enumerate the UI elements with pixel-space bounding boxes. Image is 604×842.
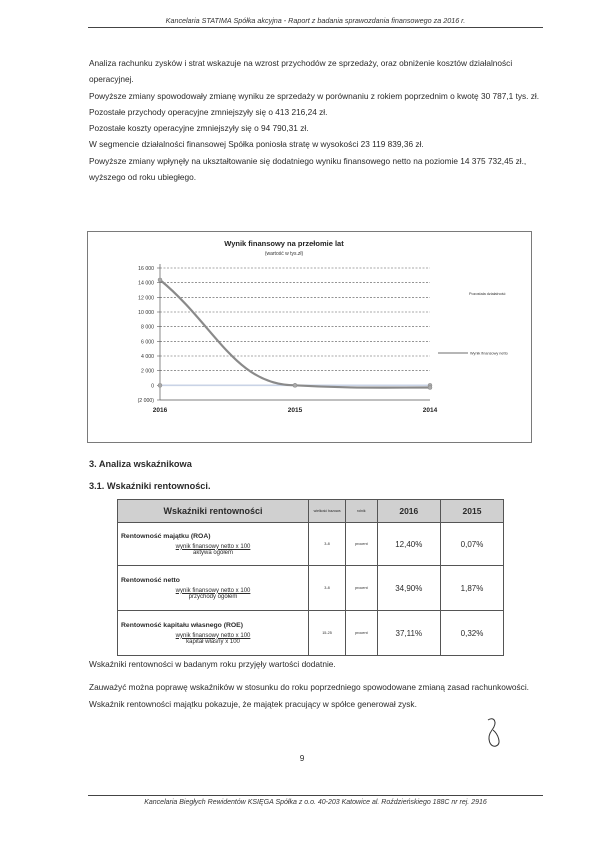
value-2016: 37,11% (377, 611, 440, 656)
paragraph: Powyższe zmiany wpłynęły na ukształtowanie się dodatniego wyniku finansowego netto na poziomie 14 375 732,45 zł., wyższego od roku ubiegłego. (89, 155, 527, 183)
col-header-unit: rolnik (346, 500, 378, 523)
financial-result-chart (87, 231, 532, 443)
col-header-2016: 2016 (377, 500, 440, 523)
range-cell: 15-25 (309, 611, 346, 656)
col-header-base: wielkość bazowa (309, 500, 346, 523)
paragraph: W segmencie działalności finansowej Spółka poniosła stratę w wysokości 23 119 839,36 zł. (89, 139, 424, 150)
table-header-row (118, 500, 504, 523)
series-line (160, 280, 430, 388)
col-header-indicator: Wskaźniki rentowności (118, 500, 309, 523)
paragraph: Wskaźnik rentowności majątku pokazuje, że majątek pracujący w spółce generował zysk. (89, 698, 417, 709)
page-footer: Kancelaria Biegłych Rewidentów KSIĘGA Spółka z o.o. 40-203 Katowice al. Roździeńskiego 188C nr rej. 2916 (88, 795, 543, 806)
table-row (118, 611, 504, 656)
table-row (118, 523, 504, 566)
paragraph: Pozostałe przychody operacyjne zmniejszyły się o 413 216,24 zł. (89, 106, 328, 117)
intro-paragraphs (89, 55, 544, 185)
value-2015: 1,87% (441, 566, 504, 611)
data-point (293, 383, 297, 387)
formula-numerator: wynik finansowy netto x 100 (175, 543, 251, 550)
value-2015: 0,32% (441, 611, 504, 656)
formula-numerator: wynik finansowy netto x 100 (175, 587, 251, 594)
unit-cell: procent (346, 523, 378, 566)
y-tick-label: 16 000 (138, 266, 154, 272)
x-tick-label: 2014 (422, 407, 438, 414)
paragraph: Zauważyć można poprawę wskaźników w stosunku do roku poprzedniego spowodowane zmianą zasad rachunkowości. (89, 682, 529, 693)
paragraph: Wskaźniki rentowności w badanym roku przyjęły wartości dodatnie. (89, 659, 336, 669)
data-point (428, 386, 432, 390)
x-tick-label: 2016 (152, 407, 168, 414)
page-number: 9 (299, 753, 305, 763)
x-tick-label: 2015 (287, 407, 303, 414)
formula-denominator: przychody ogółem (188, 593, 238, 600)
indicator-cell (118, 523, 309, 566)
data-point (158, 383, 162, 387)
y-tick-label: 8 000 (141, 324, 154, 331)
formula-numerator: wynik finansowy netto x 100 (175, 632, 251, 639)
range-cell: 3-8 (309, 566, 346, 611)
chart-subtitle: (wartość w tys.zł) (264, 251, 304, 257)
formula-denominator: kapitał własny x 100 (186, 638, 240, 645)
data-point (158, 278, 162, 282)
value-2015: 0,07% (441, 523, 504, 566)
conclusion-paragraphs (89, 656, 544, 712)
chart-title: Wynik finansowy na przełomie lat (224, 239, 344, 248)
y-tick-label: 10 000 (138, 310, 154, 316)
unit-cell: procent (346, 566, 378, 611)
subsection-heading: 3.1. Wskaźniki rentowności. (89, 481, 211, 491)
range-cell: 3-8 (309, 523, 346, 566)
value-2016: 12,40% (377, 523, 440, 566)
indicator-cell (118, 566, 309, 611)
formula-denominator: aktywa ogółem (193, 549, 234, 556)
indicator-name: Rentowność kapitału własnego (ROE) (121, 621, 243, 629)
legend-label: Pozostała działalność (469, 292, 506, 296)
chart-svg (88, 232, 531, 442)
indicator-name: Rentowność majątku (ROA) (121, 532, 211, 540)
y-tick-label: 14 000 (138, 280, 154, 287)
paragraph: Powyższe zmiany spowodowały zmianę wyniku ze sprzedaży w porównaniu z rokiem poprzednim o kwotę 30 787,1 tys. zł. (89, 90, 540, 101)
y-tick-label: 6 000 (141, 339, 154, 346)
table-row (118, 566, 504, 611)
y-tick-label: 4 000 (141, 354, 154, 360)
y-tick-label: (2 000) (137, 398, 154, 404)
col-header-2015: 2015 (441, 500, 504, 523)
initials-signature (484, 714, 506, 754)
indicator-name: Rentowność netto (121, 576, 180, 584)
unit-cell: procent (346, 611, 378, 656)
paragraph: Analiza rachunku zysków i strat wskazuje na wzrost przychodów ze sprzedaży, oraz obniżenie kosztów działalności operacyjnej. (89, 58, 513, 85)
page-header: Kancelaria STATIMA Spółka akcyjna - Raport z badania sprawozdania finansowego za 2016 r. (88, 16, 543, 28)
paragraph: Pozostałe koszty operacyjne zmniejszyły się o 94 790,31 zł. (89, 123, 309, 134)
y-tick-label: 0 (151, 383, 154, 390)
value-2016: 34,90% (377, 566, 440, 611)
legend-label: Wynik finansowy netto (470, 351, 508, 356)
y-tick-label: 2 000 (141, 368, 154, 375)
section-heading: 3. Analiza wskaźnikowa (89, 459, 192, 469)
profitability-table (117, 499, 504, 656)
indicator-cell (118, 611, 309, 656)
y-tick-label: 12 000 (138, 295, 154, 302)
